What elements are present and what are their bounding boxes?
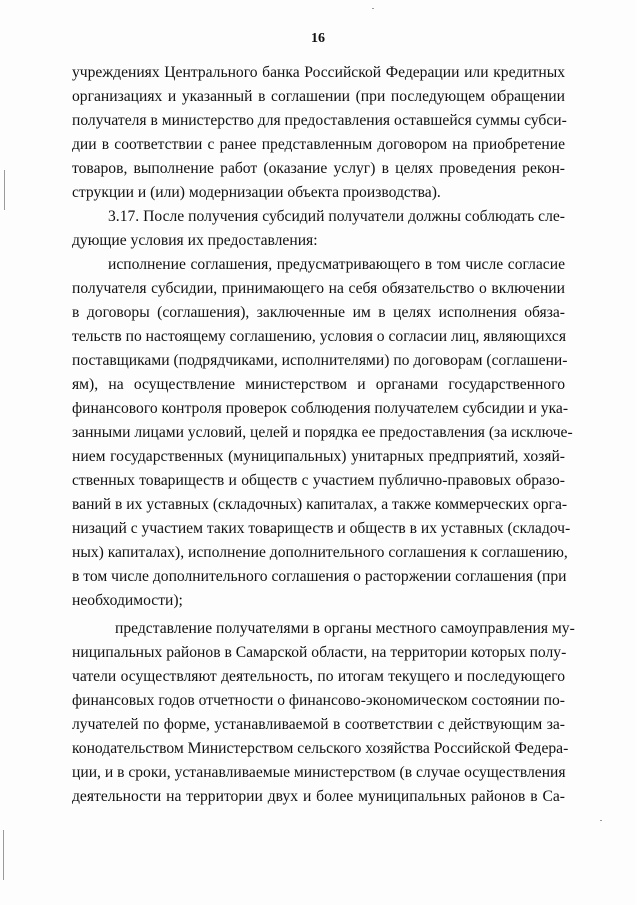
scan-artifact <box>4 170 5 210</box>
text-line: струкции и (или) модернизации объекта производства). <box>72 184 441 201</box>
text-line: товаров, выполнение работ (оказание услуг) в целях проведения рекон- <box>72 160 565 177</box>
text-line: финансовых годов отчетности о финансово-экономическом состоянии по- <box>72 692 565 709</box>
scan-artifact <box>3 830 4 880</box>
text-line: учреждениях Центрального банка Российской Федерации или кредитных <box>72 64 565 81</box>
text-line: нием государственных (муниципальных) унитарных предприятий, хозяй- <box>72 448 565 465</box>
paragraph-start-line: 3.17. После получения субсидий получатели должны соблюдать сле- <box>108 208 565 225</box>
text-line: ям), на осуществление министерством и органами государственного <box>72 376 565 393</box>
scan-artifact <box>600 820 602 821</box>
text-line: поставщиками (подрядчиками, исполнителями) по договорам (соглашени- <box>72 352 568 369</box>
text-line: конодательством Министерством сельского хозяйства Российской Федера- <box>72 740 569 757</box>
text-line: в договоры (соглашения), заключенные им в целях исполнения обяза- <box>72 304 565 321</box>
text-line: финансового контроля проверок соблюдения получателем субсидии и ука- <box>72 400 569 417</box>
text-line: лучателей по форме, устанавливаемой в соответствии с действующим за- <box>72 716 565 733</box>
text-line: ниципальных районов в Самарской области, на территории которых полу- <box>72 644 567 661</box>
scan-artifact <box>372 8 374 9</box>
paragraph-start-line: представление получателями в органы местного самоуправления му- <box>115 620 575 637</box>
text-line: занными лицами условий, целей и порядка ее предоставления (за исключе- <box>72 424 573 441</box>
text-line: в том числе дополнительного соглашения о расторжении соглашения (при <box>72 568 567 585</box>
text-line: дующие условия их предоставления: <box>72 232 318 249</box>
text-line: получателя в министерство для предоставления оставшейся суммы субси- <box>72 112 567 129</box>
text-line: деятельности на территории двух и более муниципальных районов в Са- <box>72 788 565 805</box>
text-line: дии в соответствии с ранее представленным договором на приобретение <box>72 136 565 153</box>
page-number: 16 <box>311 31 325 46</box>
text-line: ственных товариществ и обществ с участием публично-правовых образо- <box>72 472 565 489</box>
text-line: необходимости); <box>72 592 183 609</box>
text-line: организациях и указанный в соглашении (при последующем обращении <box>72 88 565 105</box>
text-line: ции, и в сроки, устанавливаемые министерством (в случае осуществления <box>72 764 566 781</box>
paragraph-start-line: исполнение соглашения, предусматривающего в том числе согласие <box>108 256 565 273</box>
text-line: ваний в их уставных (складочных) капиталах, а также коммерческих орга- <box>72 496 568 513</box>
text-line: получателя субсидии, принимающего на себя обязательство о включении <box>72 280 565 297</box>
text-line: ных) капиталах), исполнение дополнительного соглашения к соглашению, <box>72 544 568 561</box>
text-line: чатели осуществляют деятельность, по итогам текущего и последующего <box>72 668 565 685</box>
text-line: тельств по настоящему соглашению, условия о согласии лиц, являющихся <box>72 328 567 345</box>
text-line: низаций с участием таких товариществ и обществ в их уставных (складоч- <box>72 520 571 537</box>
